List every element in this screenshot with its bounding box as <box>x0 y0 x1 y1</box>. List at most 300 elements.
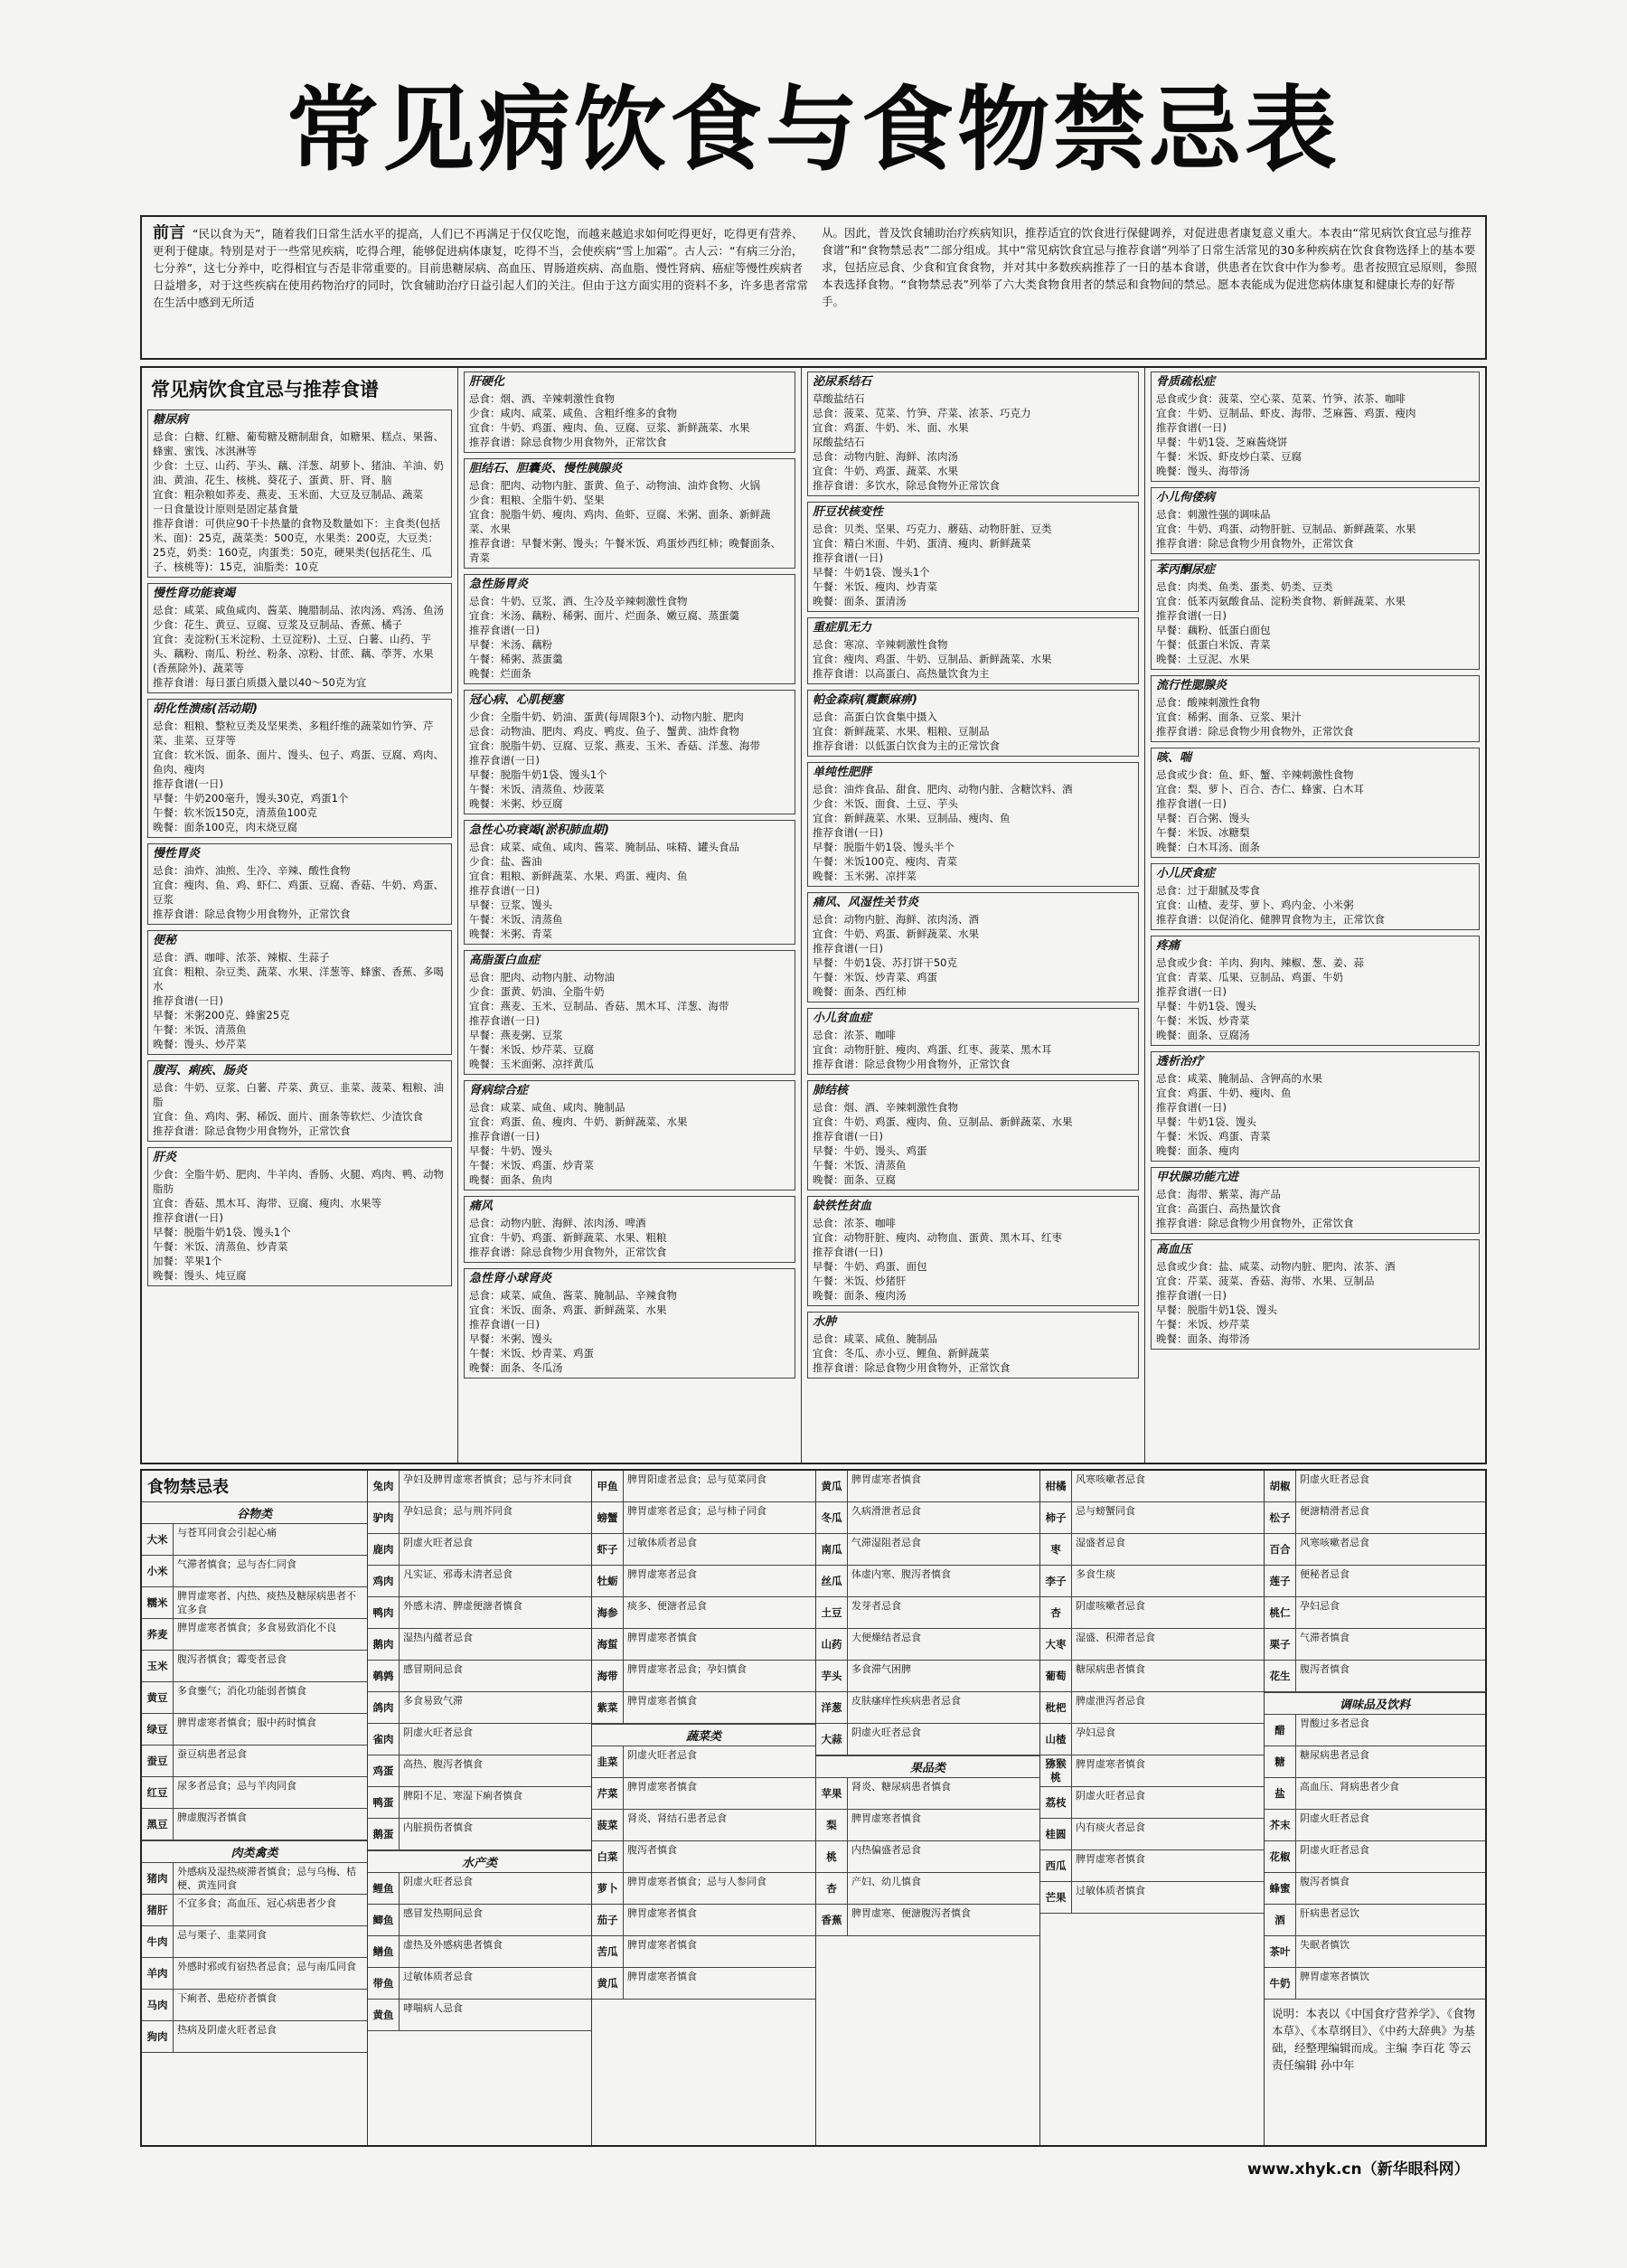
disease-name: 重症肌无力 <box>813 621 872 635</box>
food-name: 海带 <box>592 1661 624 1691</box>
food-note: 内有痰火者忌食 <box>1076 1821 1145 1833</box>
food-row <box>592 1692 815 1724</box>
food-note: 阴虚火旺者忌食 <box>403 1537 473 1548</box>
disease-line: 晚餐：馒头、炖豆腐 <box>153 1269 247 1282</box>
food-note: 多食滞气困脾 <box>851 1663 911 1675</box>
food-note: 脾虚腹泻者慎食 <box>177 1812 247 1823</box>
disease-line: 忌食：浓茶、咖啡 <box>813 1217 896 1229</box>
preface-right: 从。因此，普及饮食辅助治疗疾病知识，推荐适宜的饮食进行保健调养，对促进患者康复意义重大。本表由“常见病饮食宜忌与推荐食谱”和“食物禁忌表”二部分组成。其中“常见病饮食宜忌与推荐食谱”列举了日常生活常见的30多种疾病在饮食食物选择上的基本要求，包括应忌食、少食和宜食食物，并对其中多数疾病推荐了一日的基本食谱，供患者在饮食中作为参考。患者按照宜忌原则，参照本表选择食物。“食物禁忌表”列举了六大类食物食用者的禁忌和食物间的禁忌。愿本表能成为促进您病体康复和健康长寿的好帮手。 <box>822 226 1477 308</box>
disease-line: 宜食：脱脂牛奶、瘦肉、鸡肉、鱼虾、豆腐、米粥、面条、新鲜蔬菜、水果 <box>469 508 771 535</box>
food-note: 外感病及湿热痰滞者慎食；忌与乌梅、桔梗、黄连同食 <box>177 1866 356 1891</box>
disease-line: 忌食：寒凉、辛辣刺激性食物 <box>813 638 948 651</box>
food-note: 感冒期间忌食 <box>403 1663 463 1675</box>
food-name: 杏 <box>816 1873 848 1904</box>
food-row <box>592 1968 815 2000</box>
food-row <box>368 1597 591 1629</box>
disease-block <box>807 690 1139 757</box>
taboo-column-3 <box>592 1471 816 2145</box>
food-note: 下痢者、患疮疥者慎食 <box>177 1992 277 2004</box>
food-note: 脾阳不足、寒湿下痢者慎食 <box>403 1790 522 1802</box>
food-name: 柿子 <box>1040 1502 1072 1533</box>
disease-name: 水肿 <box>813 1315 837 1329</box>
food-name: 大米 <box>142 1524 174 1555</box>
disease-line: 午餐：米饭、鸡蛋、炒青菜 <box>469 1159 594 1172</box>
food-name: 鹌鹑 <box>368 1661 400 1691</box>
disease-name: 急性心功衰竭(淤积肺血期) <box>469 823 609 837</box>
food-name: 山药 <box>816 1629 848 1660</box>
disease-line: 推荐食谱：早餐米粥、馒头；午餐米饭、鸡蛋炒西红柿；晚餐面条、青菜 <box>469 537 781 564</box>
disease-line: 午餐：米饭、炒芹菜、豆腐 <box>469 1043 594 1056</box>
disease-block <box>807 617 1139 684</box>
disease-block <box>807 372 1139 496</box>
food-row <box>816 1724 1039 1755</box>
disease-line: 午餐：米饭、虾皮炒白菜、豆腐 <box>1156 450 1302 463</box>
disease-block <box>147 1060 452 1142</box>
disease-block <box>1151 372 1480 482</box>
disease-line: 午餐：米饭、清蒸鱼、炒菠菜 <box>469 783 605 795</box>
food-note: 脾胃虚寒者慎食 <box>627 1781 697 1793</box>
food-row <box>816 1502 1039 1534</box>
food-row <box>816 1810 1039 1841</box>
disease-name: 高血压 <box>1156 1243 1192 1256</box>
food-row <box>142 1556 367 1587</box>
food-note: 风寒咳嗽者忌食 <box>1076 1473 1145 1485</box>
food-name: 带鱼 <box>368 1968 400 1999</box>
disease-line: 宜食：香菇、黑木耳、海带、豆腐、瘦肉、水果等 <box>153 1197 381 1209</box>
food-category: 蔬菜类 <box>592 1724 815 1746</box>
disease-line: 推荐食谱：除忌食物少用食物外，正常饮食 <box>469 1246 667 1258</box>
food-note: 脾胃阳虚者忌食；忌与苋菜同食 <box>627 1473 766 1485</box>
disease-line: 午餐：米饭、鸡蛋、青菜 <box>1156 1130 1271 1143</box>
food-name: 蚕豆 <box>142 1746 174 1776</box>
food-name: 花生 <box>1265 1661 1296 1691</box>
food-category: 调味品及饮料 <box>1265 1692 1485 1715</box>
food-note: 肝病患者忌饮 <box>1300 1907 1359 1919</box>
food-name: 枣 <box>1040 1534 1072 1565</box>
preface-label: 前言 <box>153 224 185 242</box>
food-note: 脾虚泄泻者忌食 <box>1076 1695 1145 1707</box>
disease-line: 午餐：软米饭150克，清蒸鱼100克 <box>153 806 317 819</box>
disease-block <box>464 458 795 569</box>
disease-line: 宜食：精白米面、牛奶、蛋清、瘦肉、新鲜蔬菜 <box>813 537 1031 550</box>
disease-line: 晚餐：烂面条 <box>469 667 531 680</box>
disease-line: 推荐食谱(一日) <box>469 1014 540 1027</box>
food-row <box>592 1810 815 1841</box>
disease-line: 推荐食谱：除忌食物少用食物外，正常饮食 <box>469 436 667 448</box>
disease-line: 午餐：稀粥、蒸蛋羹 <box>469 653 563 665</box>
disease-block <box>807 1080 1139 1190</box>
food-note: 气滞者慎食；忌与杏仁同食 <box>177 1558 296 1570</box>
disease-block <box>807 502 1139 612</box>
food-row <box>1040 1850 1264 1882</box>
disease-line: 早餐：米粥200克、蜂蜜25克 <box>153 1009 290 1021</box>
disease-line: 早餐：脱脂牛奶1袋、馒头 <box>1156 1303 1277 1316</box>
disease-line: 一日食量设计原则是固定基食量 <box>153 503 298 515</box>
food-note: 脾胃虚寒者慎食；多食易致消化不良 <box>177 1622 336 1633</box>
food-row <box>592 1566 815 1597</box>
food-note: 糖尿病患者慎食 <box>1076 1663 1145 1675</box>
food-note: 孕妇及脾胃虚寒者慎食；忌与芥末同食 <box>403 1473 572 1485</box>
food-note: 腹泻者慎食；霉变者忌食 <box>177 1653 287 1665</box>
disease-name: 骨质疏松症 <box>1156 375 1216 389</box>
disease-name: 缺铁性贫血 <box>813 1200 872 1213</box>
food-note: 外感未清、脾虚便溏者慎食 <box>403 1600 522 1612</box>
disease-line: 早餐：牛奶、馒头 <box>469 1144 552 1157</box>
disease-name: 甲状腺功能亢进 <box>1156 1171 1239 1184</box>
food-note: 阴虚火旺者忌食 <box>403 1876 473 1887</box>
food-note: 风寒咳嗽者忌食 <box>1300 1537 1369 1548</box>
disease-block <box>1151 675 1480 742</box>
disease-line: 晚餐：面条100克，肉末烧豆腐 <box>153 821 297 833</box>
disease-line: 宜食：鱼、鸡肉、粥、稀饭、面片、面条等软烂、少渣饮食 <box>153 1110 423 1123</box>
food-row <box>1265 1502 1485 1534</box>
disease-line: 宜食：脱脂牛奶、豆腐、豆浆、燕麦、玉米、香菇、洋葱、海带 <box>469 739 760 752</box>
food-note: 阴虚火旺者忌食 <box>1300 1812 1369 1824</box>
food-note: 外感时邪或有宿热者忌食；忌与南瓜同食 <box>177 1961 356 1972</box>
disease-name: 痛风 <box>469 1200 494 1213</box>
disease-line: 推荐食谱(一日) <box>1156 985 1227 998</box>
food-row <box>1265 1715 1485 1746</box>
disease-line: 晚餐：玉米面粥、凉拌黄瓜 <box>469 1058 594 1070</box>
food-category: 果品类 <box>816 1755 1039 1778</box>
disease-line: 忌食：油炸食品、甜食、肥肉、动物内脏、含糖饮料、酒 <box>813 783 1073 795</box>
disease-line: 推荐食谱：以低蛋白饮食为主的正常饮食 <box>813 739 1000 752</box>
food-row <box>1040 1755 1264 1787</box>
disease-block <box>147 699 452 838</box>
food-row <box>816 1873 1039 1905</box>
disease-line: 加餐：苹果1个 <box>153 1255 222 1267</box>
disease-line: 忌食：白糖、红糖、葡萄糖及糖制甜食，如糖果、糕点、果酱、蜂蜜、蜜饯、冰淇淋等 <box>153 430 444 457</box>
disease-block <box>807 1008 1139 1075</box>
food-note: 不宜多食；高血压、冠心病患者少食 <box>177 1897 336 1909</box>
credits-note: 说明：本表以《中国食疗营养学》、《食物本草》、《本草纲目》、《中药大辞典》为基础，经整理编辑而成。主编 李百花 等云 责任编辑 孙中年 <box>1272 2007 1476 2072</box>
disease-line: 忌食：牛奶、豆浆、白薯、芹菜、黄豆、韭菜、菠菜、粗粮、油脂 <box>153 1081 444 1108</box>
food-row <box>142 1990 367 2021</box>
disease-line: 午餐：米饭、炒青菜、鸡蛋 <box>813 971 937 983</box>
food-note: 糖尿病患者忌食 <box>1300 1749 1369 1761</box>
food-note: 脾胃虚寒者慎食；忌与人参同食 <box>627 1876 766 1887</box>
food-note: 虚热及外感病患者慎食 <box>403 1939 503 1951</box>
disease-block <box>464 950 795 1075</box>
food-row <box>1040 1882 1264 1914</box>
poster <box>136 54 1491 2215</box>
food-row <box>142 1714 367 1746</box>
disease-block <box>464 820 795 945</box>
food-note: 气滞湿阻者忌食 <box>851 1537 921 1548</box>
disease-line: 宜食：瘦肉、鱼、鸡、虾仁、鸡蛋、豆腐、香菇、牛奶、鸡蛋、豆浆 <box>153 879 444 906</box>
food-name: 大枣 <box>1040 1629 1072 1660</box>
food-row <box>816 1692 1039 1724</box>
food-name: 小米 <box>142 1556 174 1586</box>
food-row <box>1265 1471 1485 1502</box>
disease-line: 晚餐：馒头、炒芹菜 <box>153 1038 247 1050</box>
disease-line: 少食：米饭、面食、土豆、芋头 <box>813 797 958 810</box>
food-row <box>142 1895 367 1926</box>
disease-line: 宜食：冬瓜、赤小豆、鲤鱼、新鲜蔬菜 <box>813 1347 990 1360</box>
food-row <box>592 1746 815 1778</box>
food-name: 醋 <box>1265 1715 1296 1746</box>
disease-block <box>1151 1239 1480 1350</box>
disease-line: 晚餐：面条、海带汤 <box>1156 1332 1250 1345</box>
food-note: 内脏损伤者慎食 <box>403 1821 473 1833</box>
disease-line: 早餐：牛奶200毫升，馒头30克，鸡蛋1个 <box>153 792 349 805</box>
disease-line: 推荐食谱(一日) <box>813 1246 883 1258</box>
food-name: 黄鱼 <box>368 2000 400 2030</box>
food-row <box>142 1809 367 1840</box>
disease-line: 宜食：动物肝脏、瘦肉、鸡蛋、红枣、菠菜、黑木耳 <box>813 1043 1052 1056</box>
disease-line: 忌食：咸菜、腌制品、含钾高的水果 <box>1156 1072 1322 1085</box>
food-row <box>368 2000 591 2031</box>
taboo-column-6 <box>1265 1471 1485 2145</box>
disease-line: 早餐：脱脂牛奶1袋、馒头半个 <box>813 841 955 853</box>
food-name: 甲鱼 <box>592 1471 624 1501</box>
food-name: 鹿肉 <box>368 1534 400 1565</box>
disease-line: 晚餐：面条、瘦肉汤 <box>813 1289 907 1302</box>
disease-line: 晚餐：白木耳汤、面条 <box>1156 841 1260 853</box>
food-name: 黄豆 <box>142 1682 174 1713</box>
disease-line: 忌食或少食：鱼、虾、蟹、辛辣刺激性食物 <box>1156 768 1354 781</box>
food-row <box>1040 1471 1264 1502</box>
disease-line: 早餐：牛奶1袋、馒头1个 <box>813 566 930 579</box>
disease-line: 忌食：贝类、坚果、巧克力、蘑菇、动物肝脏、豆类 <box>813 522 1052 535</box>
food-name: 冬瓜 <box>816 1502 848 1533</box>
food-note: 发芽者忌食 <box>851 1600 901 1612</box>
disease-block <box>1151 748 1480 858</box>
disease-name: 高脂蛋白血症 <box>469 954 541 967</box>
food-name: 萝卜 <box>592 1873 624 1904</box>
food-name: 糯米 <box>142 1587 174 1618</box>
food-note: 感冒发热期间忌食 <box>403 1907 483 1919</box>
food-note: 腹泻者慎食 <box>1300 1663 1350 1675</box>
food-row <box>592 1936 815 1968</box>
disease-line: 晚餐：面条、蛋清汤 <box>813 595 907 607</box>
disease-line: 推荐食谱(一日) <box>1156 421 1227 434</box>
disease-block <box>1151 1167 1480 1234</box>
food-name: 桂圆 <box>1040 1819 1072 1849</box>
food-row <box>368 1534 591 1566</box>
food-note: 湿盛者忌食 <box>1076 1537 1125 1548</box>
disease-line: 忌食：肥肉、动物内脏、动物油 <box>469 971 615 983</box>
disease-line: 宜食：软米饭、面条、面片、馒头、包子、鸡蛋、豆腐、鸡肉、鱼肉、瘦肉 <box>153 748 444 776</box>
disease-block <box>464 372 795 453</box>
food-name: 栗子 <box>1265 1629 1296 1660</box>
disease-line: 忌食：肥肉、动物内脏、蛋黄、鱼子、动物油、油炸食物、火锅 <box>469 479 760 492</box>
food-row <box>1265 1566 1485 1597</box>
food-name: 海参 <box>592 1597 624 1628</box>
food-name: 荞麦 <box>142 1619 174 1650</box>
food-note: 过敏体质者忌食 <box>627 1537 697 1548</box>
disease-name: 肾病综合症 <box>469 1084 529 1097</box>
food-name: 鲫鱼 <box>368 1905 400 1935</box>
disease-line: 忌食：刺激性强的调味品 <box>1156 508 1271 521</box>
food-row <box>1265 1597 1485 1629</box>
food-name: 莲子 <box>1265 1566 1296 1596</box>
disease-line: 忌食：咸菜、咸鱼、酱菜、腌制品、辛辣食物 <box>469 1289 677 1302</box>
food-row <box>1265 1661 1485 1692</box>
disease-block <box>807 1196 1139 1306</box>
disease-line: 少食：粗粮、全脂牛奶、坚果 <box>469 494 605 506</box>
food-name: 南瓜 <box>816 1534 848 1565</box>
disease-line: 推荐食谱：除忌食物少用食物外，正常饮食 <box>1156 1217 1354 1229</box>
food-row <box>1265 1534 1485 1566</box>
disease-line: 宜食：鸡蛋、牛奶、瘦肉、鱼 <box>1156 1087 1292 1099</box>
disease-line: 推荐食谱：每日蛋白质摄入量以40～50克为宜 <box>153 676 367 689</box>
disease-line: 早餐：豆浆、馒头 <box>469 899 552 911</box>
food-name: 苹果 <box>816 1778 848 1809</box>
food-name: 玉米 <box>142 1651 174 1681</box>
food-note: 哮喘病人忌食 <box>403 2002 463 2014</box>
disease-line: 忌食：酒、咖啡、浓茶、辣椒、生蒜子 <box>153 951 330 964</box>
food-row <box>368 1661 591 1692</box>
food-note: 阴虚火旺者忌食 <box>1300 1844 1369 1856</box>
disease-line: 少食：咸肉、咸菜、咸鱼、含粗纤维多的食物 <box>469 407 677 419</box>
disease-line: 晚餐：面条、鱼肉 <box>469 1173 552 1186</box>
disease-block <box>1151 1051 1480 1162</box>
disease-line: 午餐：米饭、炒青菜、鸡蛋 <box>469 1347 594 1360</box>
food-name: 紫菜 <box>592 1692 624 1723</box>
disease-line: 忌食：高蛋白饮食集中摄入 <box>813 711 937 723</box>
food-name: 茶叶 <box>1265 1936 1296 1967</box>
disease-line: 推荐食谱：除忌食物少用食物外，正常饮食 <box>153 908 351 920</box>
disease-block <box>1151 936 1480 1046</box>
food-row <box>1040 1534 1264 1566</box>
food-name: 韭菜 <box>592 1746 624 1777</box>
food-name: 鸡肉 <box>368 1566 400 1596</box>
food-category: 水产类 <box>368 1850 591 1873</box>
food-note: 便溏精滑者忌食 <box>1300 1505 1369 1517</box>
page-title: 常见病饮食与食物禁忌表 <box>287 77 1340 184</box>
food-row <box>142 2021 367 2053</box>
food-row <box>1040 1661 1264 1692</box>
recipe-section-title: 常见病饮食宜忌与推荐食谱 <box>151 379 379 400</box>
food-note: 湿热内蕴者忌食 <box>403 1632 473 1643</box>
disease-line: 推荐食谱(一日) <box>153 1211 223 1224</box>
disease-line: 推荐食谱：除忌食物少用食物外，正常饮食 <box>813 1361 1011 1374</box>
food-name: 猕猴桃 <box>1040 1755 1072 1786</box>
disease-line: 忌食：烟、酒、辛辣刺激性食物 <box>813 1101 958 1114</box>
disease-line: 晚餐：面条、瘦肉 <box>1156 1144 1239 1157</box>
disease-line: 推荐食谱(一日) <box>1156 1289 1227 1302</box>
food-name: 驴肉 <box>368 1502 400 1533</box>
disease-line: 晚餐：米粥、青菜 <box>469 927 552 940</box>
disease-line: 推荐食谱(一日) <box>1156 609 1227 622</box>
food-row <box>592 1905 815 1936</box>
disease-line: 忌食：菠菜、苋菜、竹笋、芹菜、浓茶、巧克力 <box>813 407 1031 419</box>
food-name: 海蜇 <box>592 1629 624 1660</box>
disease-line: 宜食：青菜、瓜果、豆制品、鸡蛋、牛奶 <box>1156 971 1343 983</box>
disease-line: 晚餐：面条、豆腐汤 <box>1156 1029 1250 1041</box>
food-name: 鹅肉 <box>368 1629 400 1660</box>
disease-line: 忌食：肉类、鱼类、蛋类、奶类、豆类 <box>1156 580 1333 593</box>
disease-line: 推荐食谱(一日) <box>813 551 883 564</box>
food-name: 土豆 <box>816 1597 848 1628</box>
food-row <box>816 1471 1039 1502</box>
disease-line: 宜食：牛奶、鸡蛋、瘦肉、鱼、豆腐、豆浆、新鲜蔬菜、水果 <box>469 421 750 434</box>
food-note: 产妇、幼儿慎食 <box>851 1876 921 1887</box>
food-name: 荔枝 <box>1040 1787 1072 1818</box>
disease-block <box>807 762 1139 887</box>
food-name: 羊肉 <box>142 1958 174 1989</box>
food-row <box>142 1926 367 1958</box>
food-row <box>142 1777 367 1809</box>
disease-line: 推荐食谱：除忌食物少用食物外，正常饮食 <box>153 1125 351 1137</box>
disease-line: 晚餐：米粥、炒豆腐 <box>469 797 563 810</box>
food-row <box>368 1502 591 1534</box>
disease-name: 冠心病、心肌梗塞 <box>469 693 564 707</box>
taboo-column-5 <box>1040 1471 1265 2145</box>
food-note: 高血压、肾病患者少食 <box>1300 1781 1399 1793</box>
food-note: 便秘者忌食 <box>1300 1568 1350 1580</box>
food-name: 松子 <box>1265 1502 1296 1533</box>
disease-line: 少食：花生、黄豆、豆腐、豆浆及豆制品、香蕉、橘子 <box>153 618 402 631</box>
food-row <box>368 1819 591 1850</box>
food-row <box>142 1651 367 1682</box>
footer-url: www.xhyk.cn（新华眼科网） <box>1247 2160 1470 2179</box>
food-row <box>592 1471 815 1502</box>
disease-line: 晚餐：面条、西红柿 <box>813 985 907 998</box>
disease-name: 肝豆状核变性 <box>813 505 884 519</box>
food-note: 阴虚火旺者忌食 <box>1076 1790 1145 1802</box>
disease-line: 忌食：牛奶、豆浆、酒、生冷及辛辣刺激性食物 <box>469 595 688 607</box>
food-row <box>1040 1724 1264 1755</box>
disease-line: 早餐：脱脂牛奶1袋、馒头1个 <box>469 768 607 781</box>
food-row <box>1040 1819 1264 1850</box>
disease-line: 午餐：米饭、清蒸鱼 <box>469 913 563 926</box>
recipe-column-4 <box>1145 368 1485 1463</box>
disease-line: 宜食：新鲜蔬菜、水果、豆制品、瘦肉、鱼 <box>813 812 1011 824</box>
food-name: 牡蛎 <box>592 1566 624 1596</box>
disease-line: 推荐食谱(一日) <box>469 1130 540 1143</box>
disease-block <box>1151 487 1480 554</box>
food-category: 谷物类 <box>142 1501 367 1524</box>
disease-block <box>464 574 795 684</box>
disease-line: 早餐：米汤、藕粉 <box>469 638 552 651</box>
disease-line: 推荐食谱：以促消化、健脾胃食物为主，正常饮食 <box>1156 913 1385 926</box>
food-note: 脾胃虚寒者慎食 <box>627 1632 697 1643</box>
disease-line: 早餐：牛奶、鸡蛋、面包 <box>813 1260 927 1273</box>
food-name: 牛肉 <box>142 1926 174 1957</box>
disease-name: 苯丙酮尿症 <box>1156 563 1216 577</box>
disease-line: 宜食：芹菜、菠菜、香菇、海带、水果、豆制品 <box>1156 1275 1375 1287</box>
food-name: 花椒 <box>1265 1841 1296 1872</box>
food-name: 桃仁 <box>1265 1597 1296 1628</box>
disease-line: 推荐食谱(一日) <box>153 777 223 790</box>
recipe-column-1 <box>142 368 458 1463</box>
disease-line: 晚餐：土豆泥、水果 <box>1156 653 1250 665</box>
recipe-column-3 <box>802 368 1145 1463</box>
food-name: 枇杷 <box>1040 1692 1072 1723</box>
disease-line: 早餐：燕麦粥、豆浆 <box>469 1029 563 1041</box>
disease-name: 帕金森病(震颤麻痹) <box>813 693 917 707</box>
food-note: 大便燥结者忌食 <box>851 1632 921 1643</box>
disease-line: 推荐食谱(一日) <box>153 994 223 1007</box>
food-row <box>816 1629 1039 1661</box>
food-name: 西瓜 <box>1040 1850 1072 1881</box>
food-name: 山楂 <box>1040 1724 1072 1755</box>
food-note: 多食壅气；消化功能弱者慎食 <box>177 1685 306 1697</box>
food-note: 凡实证、邪毒未清者忌食 <box>403 1568 513 1580</box>
food-row <box>142 1587 367 1619</box>
disease-line: 早餐：米粥、馒头 <box>469 1332 552 1345</box>
disease-line: 忌食：咸菜、咸鱼、腌制品 <box>813 1332 937 1345</box>
food-note: 多食生痰 <box>1076 1568 1115 1580</box>
food-name: 鸭肉 <box>368 1597 400 1628</box>
food-note: 皮肤瘙痒性疾病患者忌食 <box>851 1695 961 1707</box>
disease-name: 小儿厌食症 <box>1156 867 1216 880</box>
food-note: 脾胃虚寒者慎食 <box>627 1971 697 1982</box>
food-name: 虾子 <box>592 1534 624 1565</box>
food-row <box>142 1746 367 1777</box>
